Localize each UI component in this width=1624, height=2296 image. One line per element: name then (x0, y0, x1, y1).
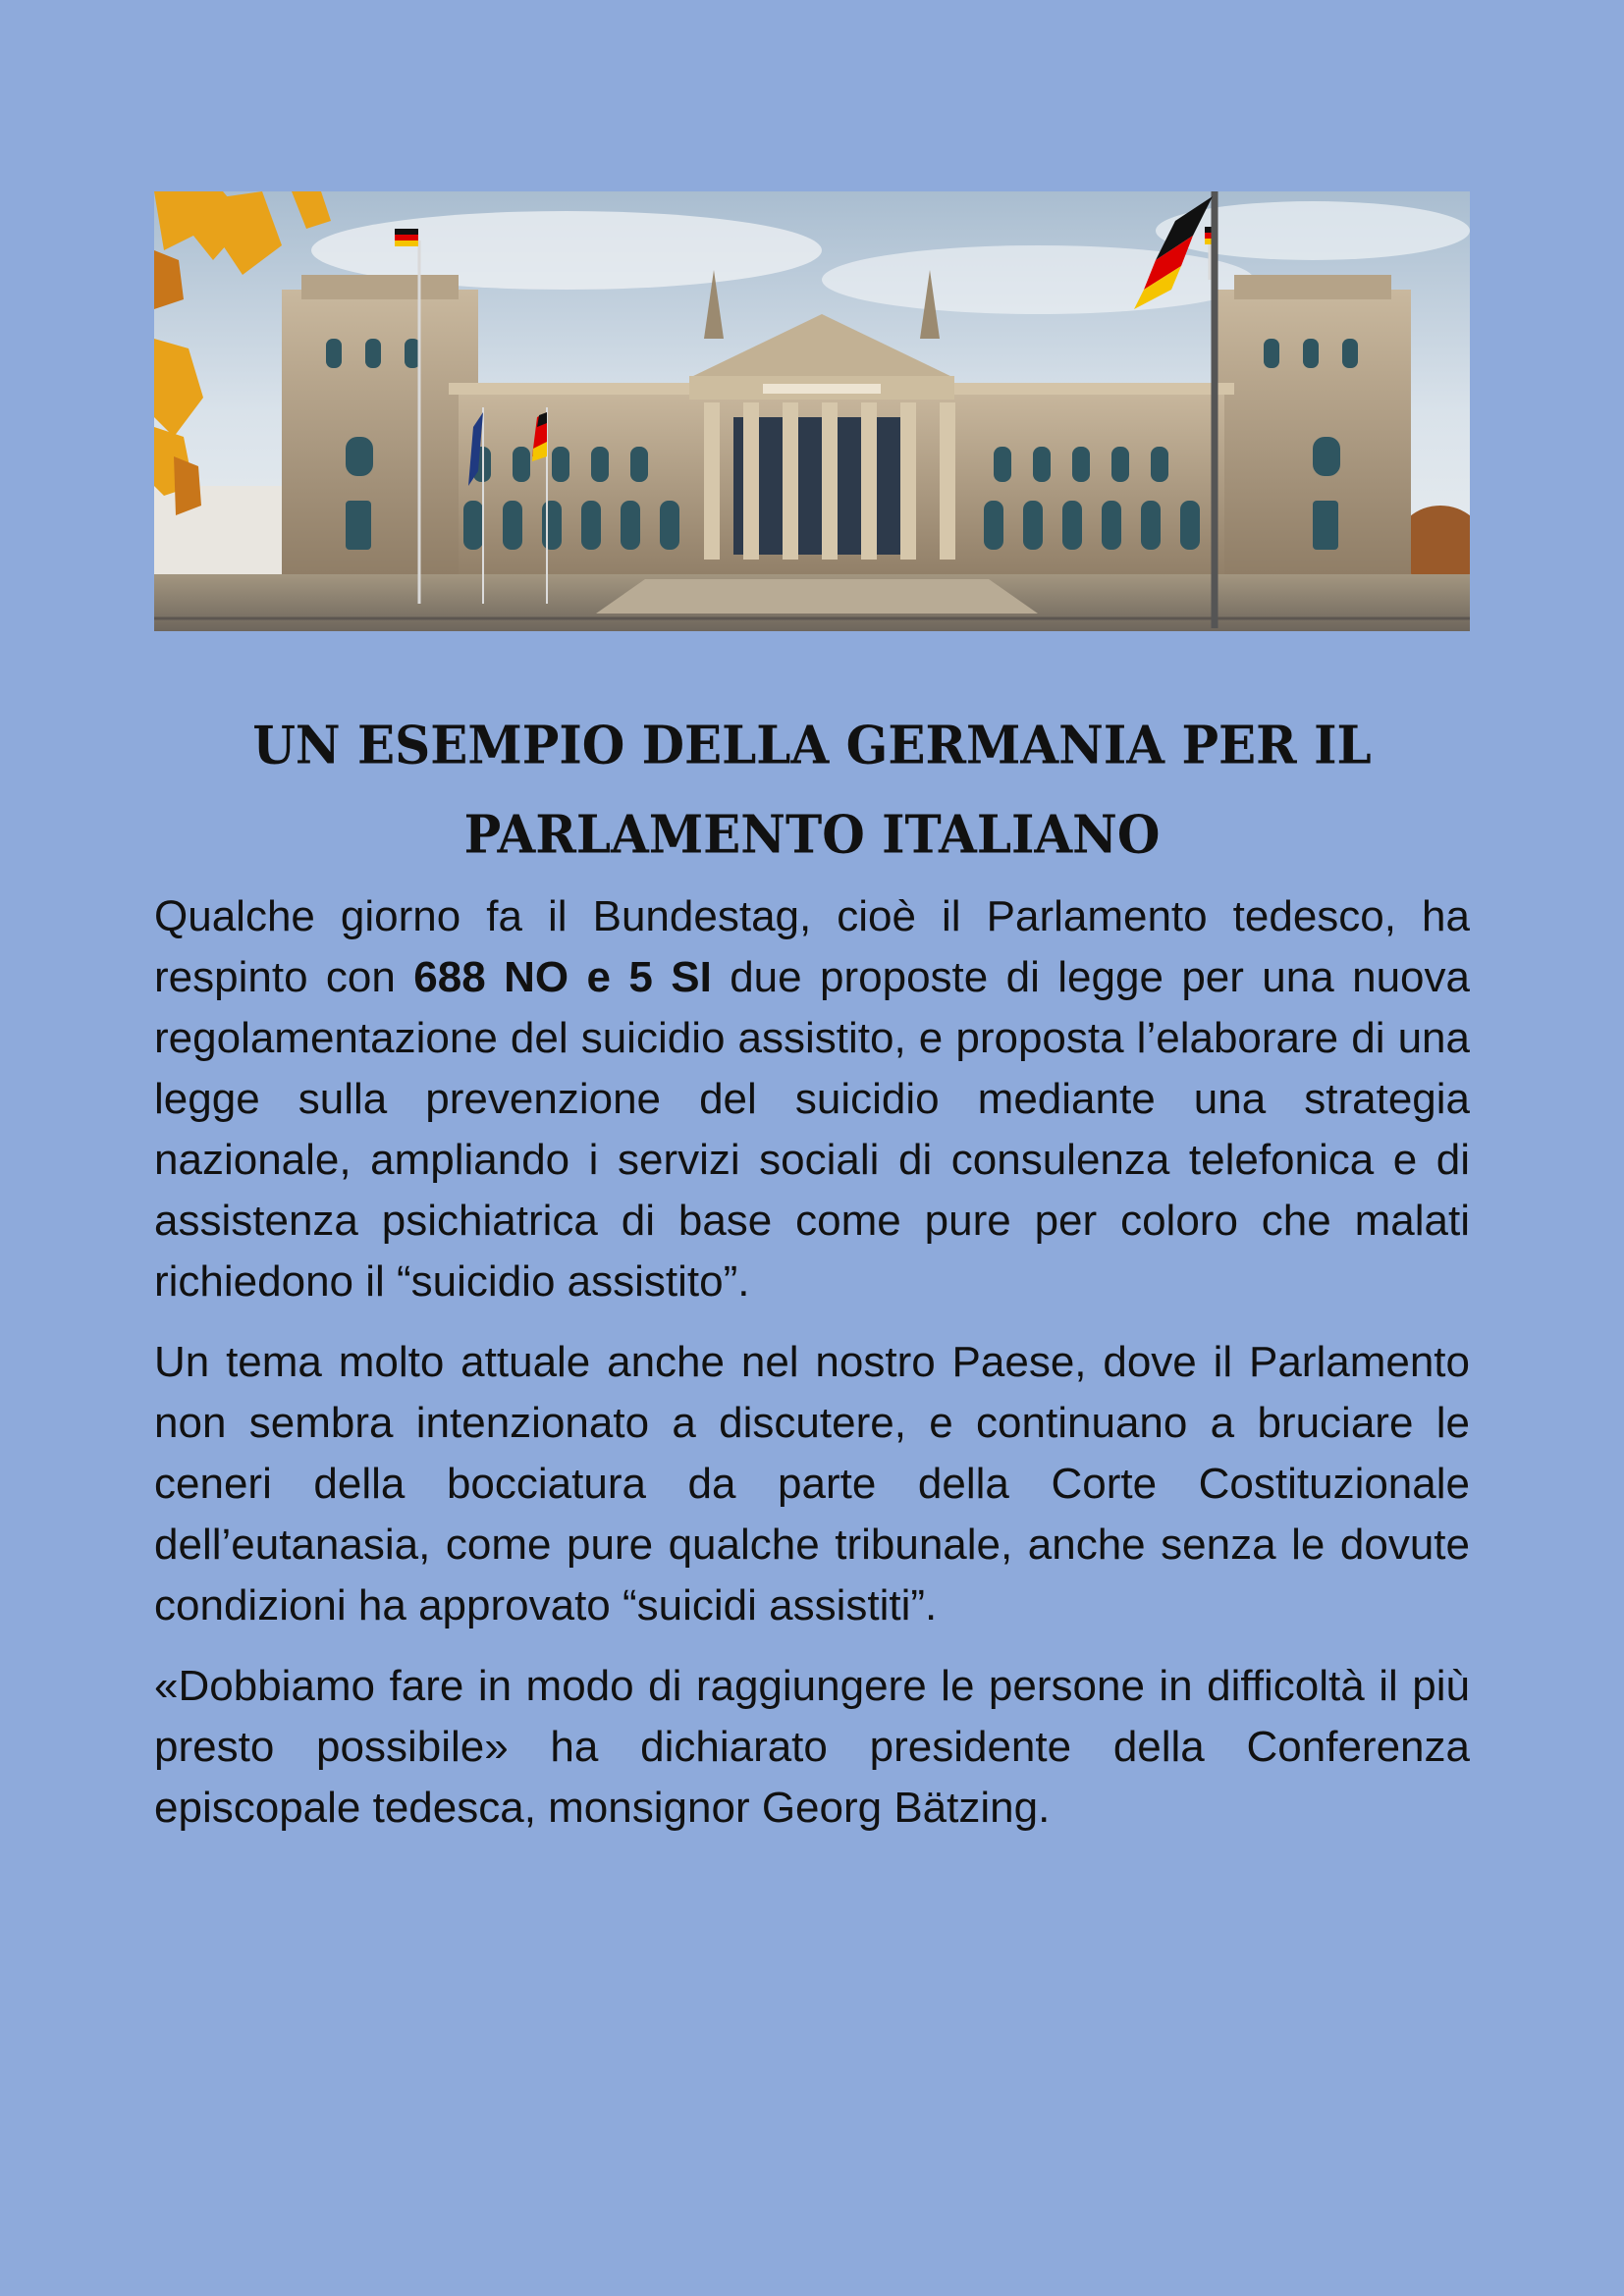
reichstag-photo (154, 191, 1470, 631)
reichstag-illustration (154, 191, 1470, 631)
paragraph-3: «Dobbiamo fare in modo di raggiungere le persone in difficoltà il più presto possibile» ha dichiarato presidente della Conferenza episcopale tedesca, monsignor Georg Bätzing. (154, 1662, 1470, 1832)
page (154, 191, 1470, 1858)
headline (154, 701, 1470, 880)
paragraph-2: Un tema molto attuale anche nel nostro Paese, dove il Parlamento non sembra intenzionato a discutere, e continuano a bruciare le ceneri della bocciatura da parte della Corte Costituzionale dell’eutanasia, come pure qualche tribunale, anche senza le dovute condizioni ha approvato “suicidi assistiti”. (154, 1338, 1470, 1629)
paragraph-1-end: due proposte di legge per una nuova regolamentazione del suicidio assistito, e proposta l’elaborare di una legge sulla prevenzione del suicidio mediante una strategia nazionale, ampliando i servizi sociali di consulenza telefonica e di assistenza psichiatrica di base come pure per coloro che malati richiedono il “suicidio assistito”. (154, 953, 1470, 1306)
article-body (154, 886, 1470, 1839)
paragraph-1 (154, 886, 1470, 1312)
headline-line-2: PARLAMENTO ITALIANO (463, 803, 1161, 866)
vote-result: 688 NO e 5 SI (413, 953, 712, 1001)
paragraph-1-start: Qualche giorno fa il Bundestag, cioè il Parlamento tedesco, ha respinto con (154, 892, 1470, 1001)
headline-line-1: UN ESEMPIO DELLA GERMANIA PER IL (252, 714, 1372, 776)
